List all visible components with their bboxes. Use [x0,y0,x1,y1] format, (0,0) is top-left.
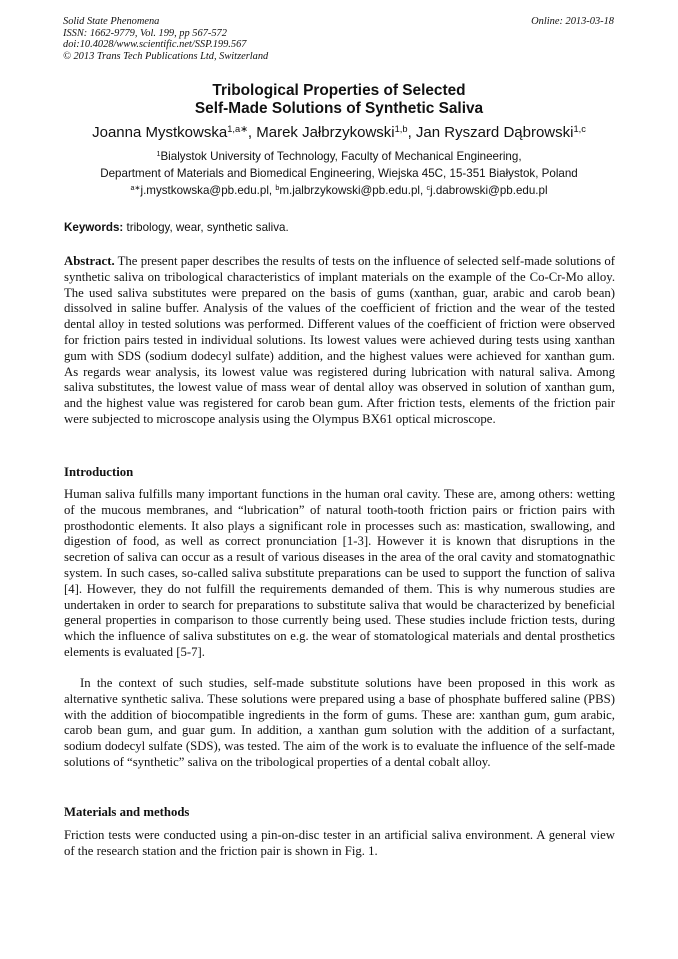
abstract [64,254,615,428]
author-list [0,124,678,141]
keywords-text: tribology, wear, synthetic saliva. [123,221,289,234]
email-link[interactable]: j.dabrowski@pb.edu.pl [430,184,548,197]
journal-name: Solid State Phenomena [63,16,160,27]
journal-header [63,16,268,62]
methods-heading: Materials and methods [64,805,190,819]
introduction-paragraph-2: In the context of such studies, self-made substitute solutions have been proposed in this work as alternative synthetic saliva. These solutions were prepared using a base of phosphate buffered saline (PBS) with the addition of biocompatible ingredients in the form of gums. These are: xanthan gum, gum arabic, carob bean gum, and guar gum. In addition, a xanthan gum solution with the addition of a surfactant, sodium dodecyl sulfate (SDS), was tested. The aim of the work is to evaluate the influence of the self-made solutions of “synthetic” saliva on the tribological properties of a dental cobalt alloy. [64,676,615,769]
keywords-label: Keywords: [64,221,124,234]
author-separator: , [407,124,416,141]
author-sup: 1,a∗ [227,123,248,134]
journal-issn: ISSN: 1662-9779, Vol. 199, pp 567-572 [63,27,227,39]
journal-copyright: © 2013 Trans Tech Publications Ltd, Switzerland [63,50,269,62]
author-sup: 1,c [573,123,586,134]
abstract-label: Abstract. [64,254,115,268]
affiliation [0,148,678,182]
affiliation-line-1: Bialystok University of Technology, Faculty of Mechanical Engineering, [160,150,522,163]
abstract-text: The present paper describes the results of tests on the influence of selected self-made solutions of synthetic saliva on tribological characteristics of implant materials on the example of the Co-Cr-Mo alloy. The used saliva substitutes were prepared on the basis of gums (xanthan, guar, arabic and carob bean) dissolved in saline buffer. Analysis of the values of the coefficient of friction and the wear of the tested dental alloy in tested solutions was performed. Different values of the coefficient of friction were observed for friction pairs tested in individual solutions. Its lowest values were achieved during tests using xanthan gum with SDS (sodium dodecyl sulfate) addition, and the highest values were achieved for xanthan gum. As regards wear analysis, its lowest value was registered during lubrication with natural saliva. Among saliva substitutes, the lowest value of mass wear of dental alloy was observed in solution of xanthan gum, and the highest value was registered for carob bean gum. After friction tests, elements of the friction pair were subjected to microscope analysis using the Olympus BX61 optical microscope. [64,254,615,426]
author-name: Joanna Mystkowska [92,124,228,141]
author-separator: , [247,124,257,141]
title-line-2: Self-Made Solutions of Synthetic Saliva [194,99,484,117]
methods-paragraph-1: Friction tests were conducted using a pin-on-disc tester in an artificial saliva environment. A general view of the research station and the friction pair is shown in Fig. 1. [64,828,615,858]
email-sup: b [275,183,280,193]
author-name: Marek Jałbrzykowski [256,124,395,141]
author-name: Jan Ryszard Dąbrowski [415,124,574,141]
author-sup: 1,b [394,123,408,134]
journal-doi: doi:10.4028/www.scientific.net/SSP.199.567 [63,39,247,50]
email-separator: , [268,184,276,197]
email-sup: a∗ [130,183,141,193]
paper-title [0,82,678,117]
affiliation-line-2: Department of Materials and Biomedical Engineering, Wiejska 45C, 15-351 Białystok, Poland [100,167,578,180]
introduction-heading: Introduction [64,465,134,479]
online-date: Online: 2013-03-18 [531,16,614,27]
email-list [0,184,678,197]
email-link[interactable]: m.jalbrzykowski@pb.edu.pl [279,184,421,197]
affiliation-sup: 1 [156,149,161,159]
email-separator: , [420,184,427,197]
introduction-paragraph-1: Human saliva fulfills many important functions in the human oral cavity. These are, among others: wetting of the mucous membranes, and “lubrication” of natural tooth-tooth friction pairs or friction pairs with prosthodontic elements. It also plays a significant role in processes such as: mastication, swallowing, and digestion of food, as well as correct pronunciation [1-3]. However it is known that disruptions in the secretion of saliva can occur as a result of various diseases in the area of the oral cavity and stomatognathic system. In such cases, so-called saliva substitute preparations can be used to support the function of saliva [4]. However, they do not fulfill the requirements demanded of them. This is why numerous studies are undertaken in order to search for preparations to substitute saliva that would be characterized by beneficial general properties in comparison to those currently being used. These studies include friction tests, during which the influence of saliva substitutes on e.g. the wear of stomatological materials and dental prosthetics elements is evaluated [5-7]. [64,487,615,659]
title-line-1: Tribological Properties of Selected [212,82,466,99]
email-sup: c [426,183,431,193]
email-link[interactable]: j.mystkowska@pb.edu.pl [140,184,269,197]
keywords [64,221,289,234]
